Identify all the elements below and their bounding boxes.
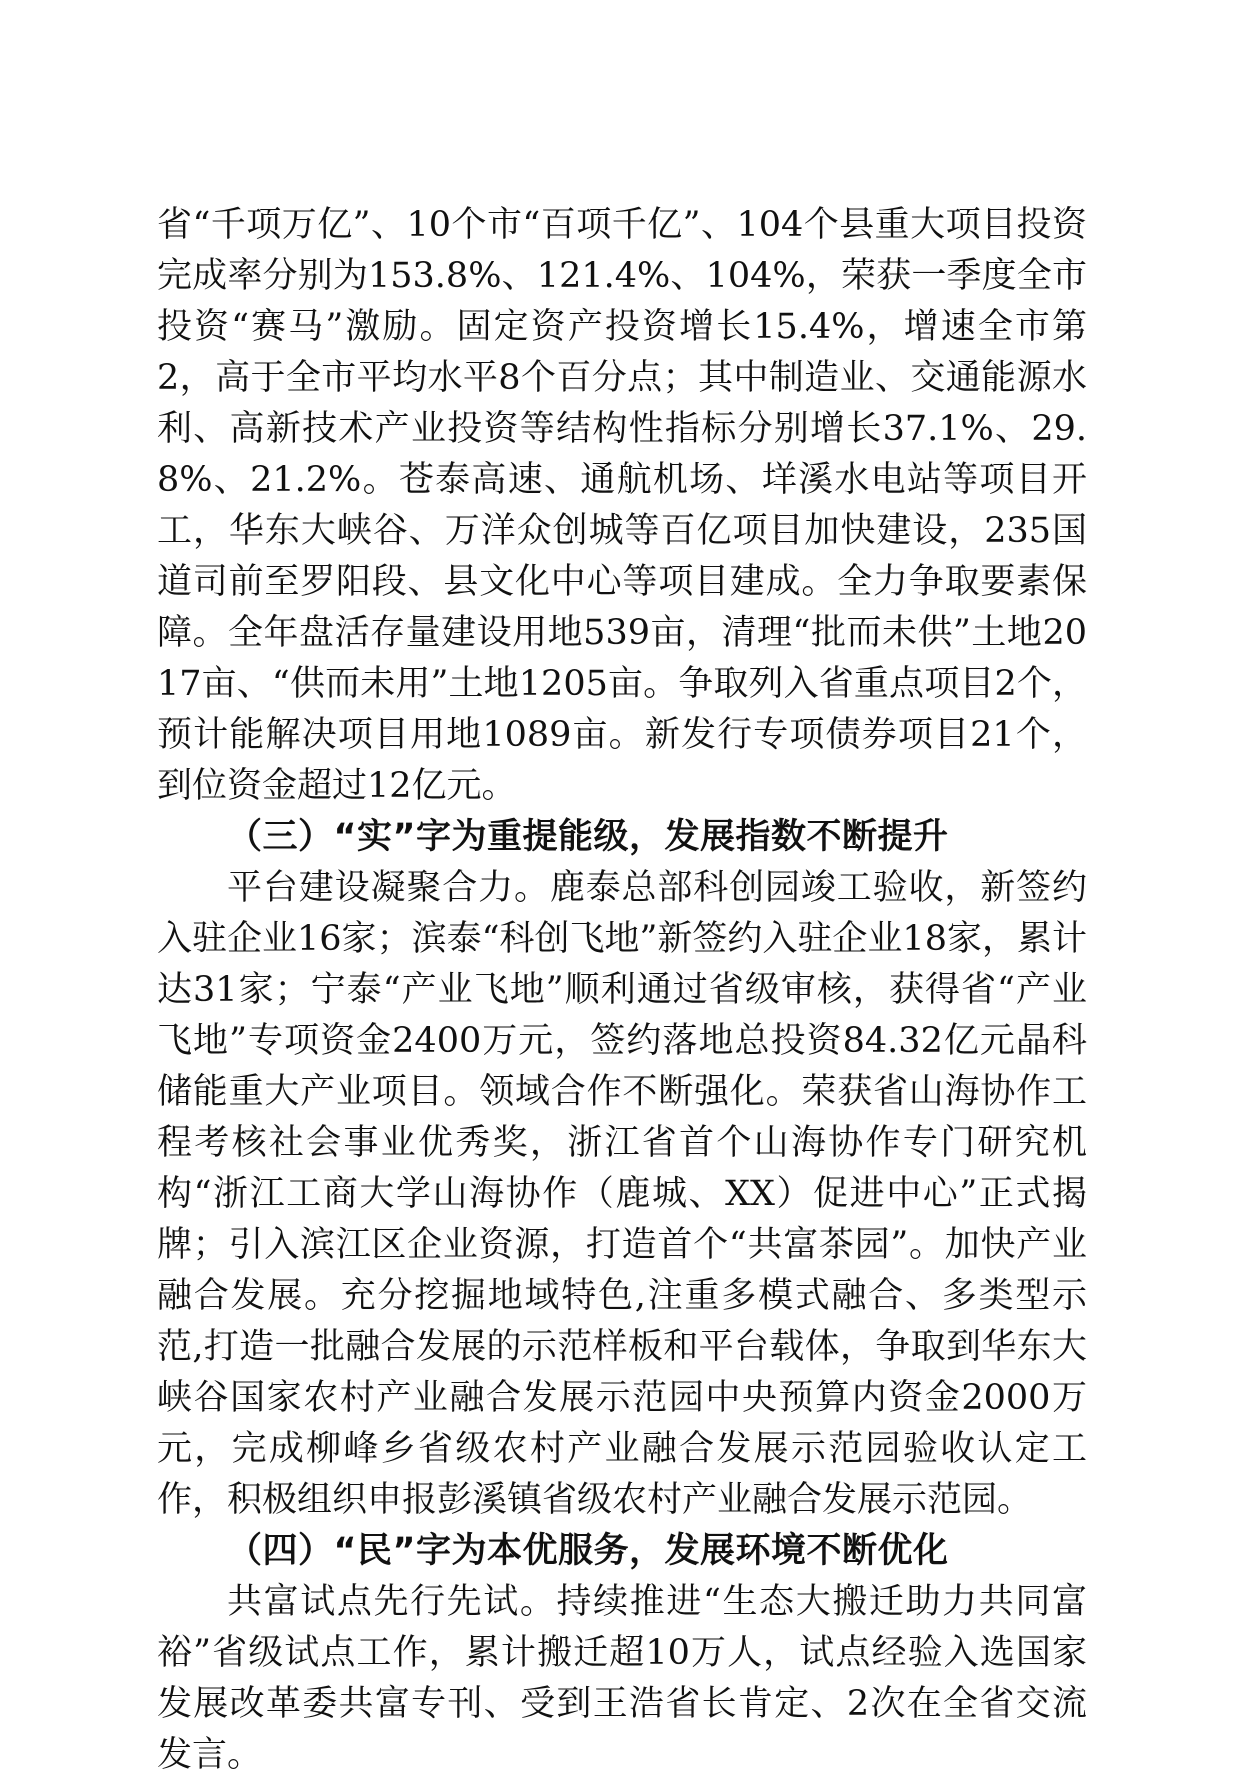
section-heading-three: （三）“实”字为重提能级，发展指数不断提升 bbox=[227, 817, 949, 857]
paragraph-investment: 省“千项万亿”、10个市“百项千亿”、104个县重大项目投资完成率分别为153.8%、121.4%、104%，荣获一季度全市投资“赛马”激励。固定资产投资增长15.4%，增速全市第2，高于全市平均水平8个百分点；其中制造业、交通能源水利、高新技术产业投资等结构性指标分别增长37.1%、29.8%、21.2%。苍泰高速、通航机场、垟溪水电站等项目开工，华东大峡谷、万洋众创城等百亿项目加快建设，235国道司前至罗阳段、县文化中心等项目建成。全力争取要素保障。全年盘活存量建设用地539亩，清理“批而未供”土地2017亩、“供而未用”土地1205亩。争取列入省重点项目2个，预计能解决项目用地1089亩。新发行专项债券项目21个，到位资金超过12亿元。 bbox=[157, 205, 1087, 806]
paragraph-common-prosperity: 共富试点先行先试。持续推进“生态大搬迁助力共同富裕”省级试点工作，累计搬迁超10万人，试点经验入选国家发展改革委共富专刊、受到王浩省长肯定、2次在全省交流发言。 bbox=[157, 1582, 1087, 1775]
document-body bbox=[157, 200, 1087, 1781]
section-heading-four: （四）“民”字为本优服务，发展环境不断优化 bbox=[227, 1531, 949, 1571]
paragraph-platform: 平台建设凝聚合力。鹿泰总部科创园竣工验收，新签约入驻企业16家；滨泰“科创飞地”新签约入驻企业18家，累计达31家；宁泰“产业飞地”顺利通过省级审核，获得省“产业飞地”专项资金2400万元，签约落地总投资84.32亿元晶科储能重大产业项目。领域合作不断强化。荣获省山海协作工程考核社会事业优秀奖，浙江省首个山海协作专门研究机构“浙江工商大学山海协作（鹿城、XX）促进中心”正式揭牌；引入滨江区企业资源，打造首个“共富茶园”。加快产业融合发展。充分挖掘地域特色,注重多模式融合、多类型示范,打造一批融合发展的示范样板和平台载体，争取到华东大峡谷国家农村产业融合发展示范园中央预算内资金2000万元，完成柳峰乡省级农村产业融合发展示范园验收认定工作，积极组织申报彭溪镇省级农村产业融合发展示范园。 bbox=[157, 868, 1087, 1520]
